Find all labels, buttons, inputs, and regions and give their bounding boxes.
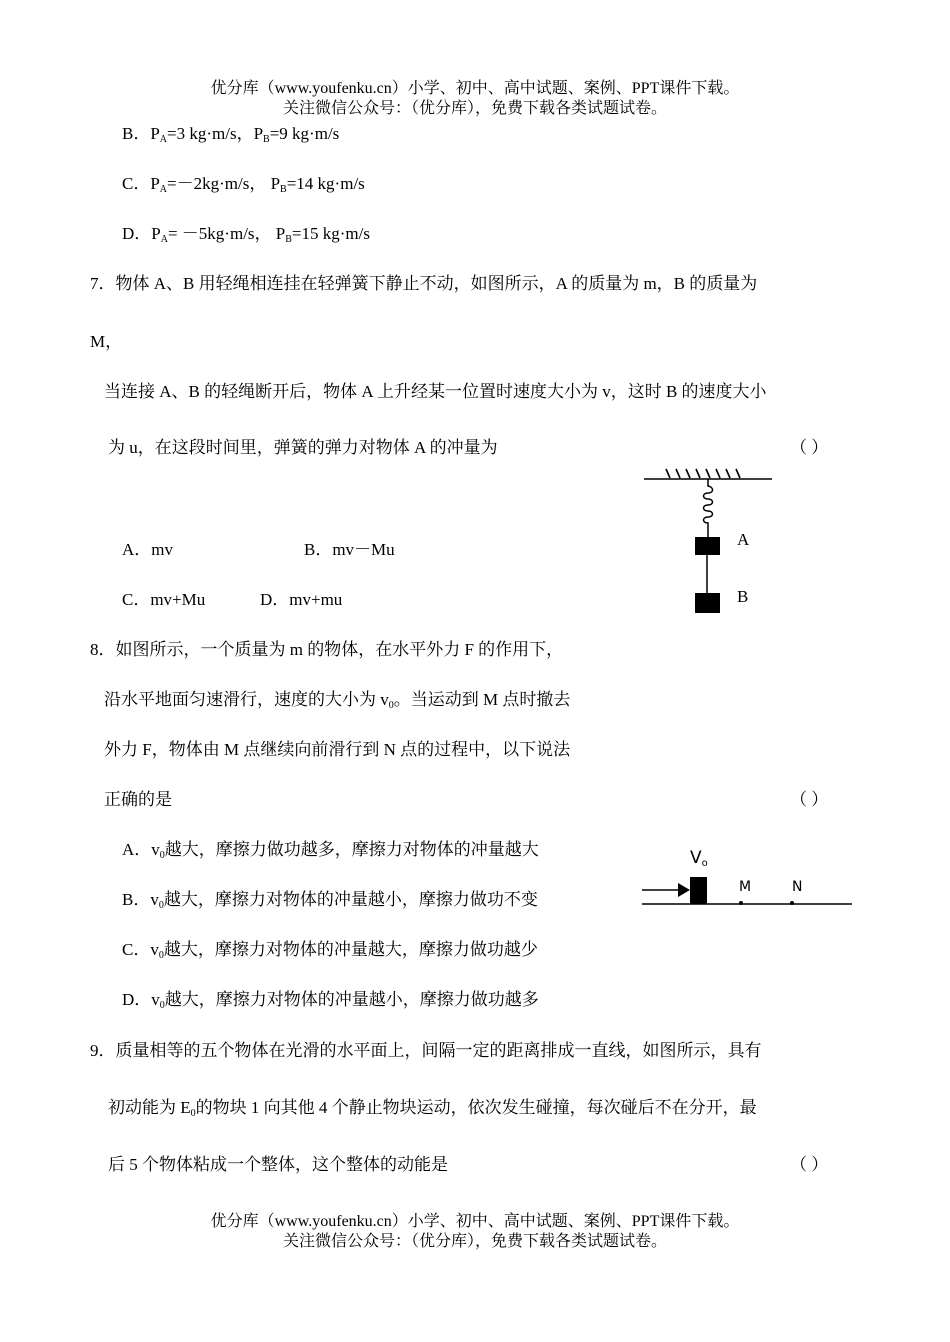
mass-b	[695, 593, 720, 613]
q9-line-2: 初动能为 $E_0$的物块 1 向其他 4 个静止物块运动，依次发生碰撞，每次碰后不在分开，最	[108, 1098, 757, 1119]
point-m	[739, 901, 743, 905]
q7-option-a: A．mv	[122, 540, 173, 559]
q8-line-3: 外力 F，物体由 M 点继续向前滑行到 N 点的过程中，以下说法	[104, 740, 571, 759]
sliding-block	[690, 877, 707, 904]
q8-line-4: 正确的是	[104, 790, 172, 809]
q7-spring-figure	[640, 462, 780, 622]
q6-option-d: D．$P_A= -5kg\cdot m/s$， $P_B=15$ kg·m/s	[122, 224, 370, 245]
q8-option-c: C．$v_0$越大，摩擦力对物体的冲量越大，摩擦力做功越少	[122, 940, 538, 961]
fig-label-a: A	[737, 530, 750, 549]
q8-line-2: 沿水平地面匀速滑行，速度的大小为 $v_0$。当运动到 M 点时撤去	[104, 690, 571, 711]
q6-option-c: C．$P_A=-2kg\cdot m/s$， $P_B=14$ kg·m/s	[122, 174, 365, 195]
q8-option-d: D．$v_0$越大，摩擦力对物体的冲量越小，摩擦力做功越多	[122, 990, 539, 1011]
q7-option-d: D．mv+mu	[260, 590, 343, 609]
q7-line-3: 当连接 A、B 的轻绳断开后，物体 A 上升经某一位置时速度大小为 v，这时 B 的速度大小	[104, 382, 767, 401]
q8-option-b: B．$v_0$越大，摩擦力对物体的冲量越小，摩擦力做功不变	[122, 890, 538, 911]
header-line-2: 关注微信公众号：（优分库），免费下载各类试题试卷。	[282, 100, 667, 117]
footer-line-2: 关注微信公众号：（优分库），免费下载各类试题试卷。	[282, 1233, 667, 1250]
q7-line-4: 为 u，在这段时间里，弹簧的弹力对物体 A 的冲量为	[108, 438, 498, 457]
q8-option-a: A．$v_0$越大，摩擦力做功越多，摩擦力对物体的冲量越大	[122, 840, 539, 861]
spring-coil	[704, 479, 713, 537]
ceiling-hatch	[644, 469, 772, 479]
q8-line-1: 8．如图所示，一个质量为 m 的物体，在水平外力 F 的作用下，	[90, 640, 564, 659]
q9-line-3: 后 5 个物体粘成一个整体，这个整体的动能是	[108, 1155, 448, 1174]
q7-option-b: B．mv－Mu	[304, 540, 395, 559]
fig-v0-label: $V_o$	[690, 848, 708, 869]
point-n	[790, 901, 794, 905]
header-line-1: 优分库（www.youfenku.cn）小学、初中、高中试题、案例、PPT课件下载。	[210, 80, 740, 97]
q9-answer-bracket: （ ）	[790, 1155, 829, 1174]
mass-a	[695, 537, 720, 555]
q7-line-2: M，	[90, 332, 123, 351]
q7-option-c: C．mv+Mu	[122, 590, 206, 609]
force-arrowhead	[678, 883, 690, 897]
q7-line-1: 7．物体 A、B 用轻绳相连挂在轻弹簧下静止不动，如图所示，A 的质量为 m，B 的质量为	[90, 274, 758, 293]
q8-answer-bracket: （ ）	[790, 790, 829, 809]
fig-n-label: N	[792, 879, 803, 895]
footer-line-1: 优分库（www.youfenku.cn）小学、初中、高中试题、案例、PPT课件下载。	[210, 1213, 740, 1230]
q9-line-1: 9．质量相等的五个物体在光滑的水平面上，间隔一定的距离排成一直线，如图所示，具有	[90, 1041, 762, 1060]
fig-label-b: B	[737, 587, 749, 606]
fig-m-label: M	[739, 879, 752, 895]
q7-answer-bracket: （ ）	[790, 438, 829, 457]
q6-option-b: B．$P_A=3$ kg·m/s，$P_B=9$ kg·m/s	[122, 124, 340, 145]
